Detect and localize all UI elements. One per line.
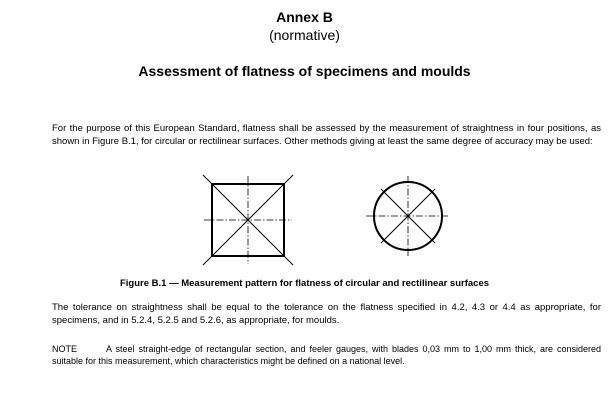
note-label: NOTE xyxy=(52,344,78,354)
tolerance-paragraph: The tolerance on straightness shall be equal to the tolerance on the flatness specified in 4.2, 4.3 or 4.4 as appropriate, for specimens, and in 5.2.4, 5.2.5 and 5.2.6, as appropriate, for moulds. xyxy=(52,302,601,326)
figure-b1 xyxy=(0,172,609,267)
note-block xyxy=(52,343,601,367)
intro-paragraph: For the purpose of this European Standard, flatness shall be assessed by the measurement of straightness in four positions, as shown in Figure B.1, for circular or rectilinear surfaces. Other methods giving at least the same degree of accuracy may be used: xyxy=(52,123,601,147)
section-heading: Assessment of flatness of specimens and moulds xyxy=(138,63,471,79)
figure-caption: Figure B.1 — Measurement pattern for flatness of circular and rectilinear surfaces xyxy=(119,278,490,289)
figure-b1-diagram xyxy=(0,172,609,267)
annex-title: Annex B xyxy=(276,9,333,25)
square-pattern xyxy=(203,175,293,265)
annex-status: (normative) xyxy=(269,27,340,43)
note-text: A steel straight-edge of rectangular section, and feeler gauges, with blades 0,03 mm to 1,00 mm thick, are considered suitable for this measurement, which characteristics might be defined on a national level. xyxy=(52,344,601,366)
circle-pattern xyxy=(366,176,450,256)
